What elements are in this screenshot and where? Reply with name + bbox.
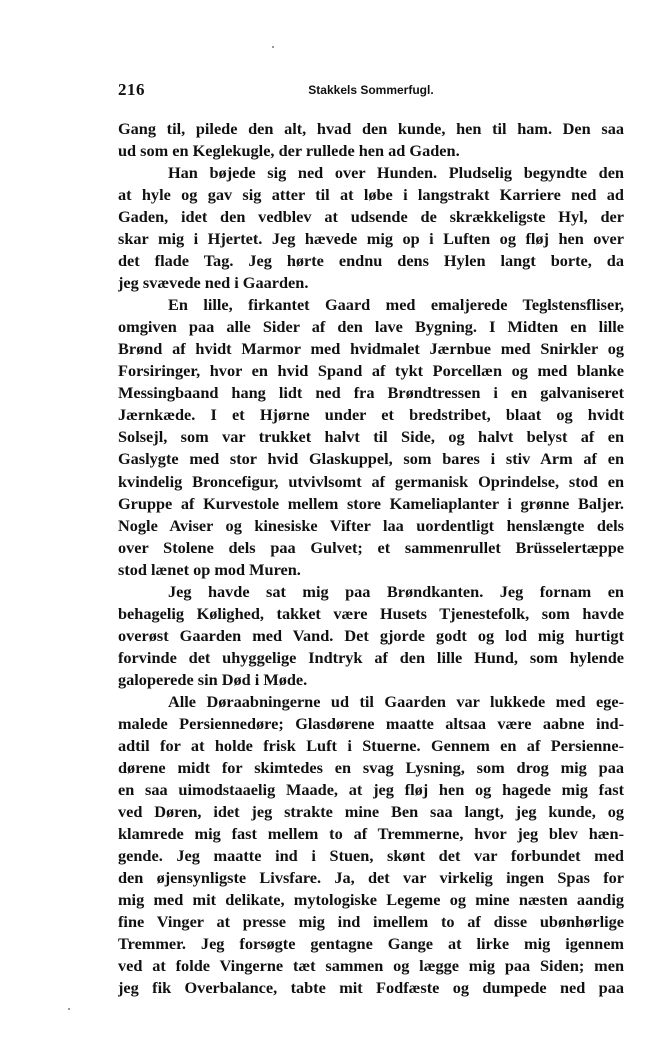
- text-line: Gaden, idet den vedblev at udsende de skrækkeligste Hyl, der: [118, 207, 624, 227]
- text-line: skar mig i Hjertet. Jeg hævede mig op i Luften og fløj hen over: [118, 229, 624, 249]
- text-line: Tremmer. Jeg forsøgte gentagne Gange at lirke mig igennem: [118, 934, 624, 954]
- text-line: Jeg havde sat mig paa Brøndkanten. Jeg fornam en: [168, 581, 624, 601]
- text-line: stod lænet op mod Muren.: [118, 559, 301, 579]
- text-line: mig med mit delikate, mytologiske Legeme og mine næsten aandig: [118, 890, 624, 910]
- text-line: Jærnkæde. I et Hjørne under et bredstribet, blaat og hvidt: [118, 405, 624, 425]
- text-line: den øjensynligste Livsfare. Ja, det var virkelig ingen Spas for: [118, 868, 624, 888]
- text-line: jeg svævede ned i Gaarden.: [118, 273, 309, 293]
- text-line: Brønd af hvidt Marmor med hvidmalet Jærnbue med Snirkler og: [118, 339, 624, 359]
- text-line: Alle Døraabningerne ud til Gaarden var lukkede med ege-: [168, 691, 624, 711]
- body-text: [118, 118, 624, 999]
- text-line: Han bøjede sig ned over Hunden. Pludselig begyndte den: [168, 163, 624, 183]
- text-line: det flade Tag. Jeg hørte endnu dens Hylen langt borte, da: [118, 251, 624, 271]
- text-line: dørene midt for skimtedes en svag Lysning, som drog mig paa: [118, 757, 624, 777]
- text-line: behagelig Kølighed, takket være Husets Tjenestefolk, som havde: [118, 603, 624, 623]
- text-line: Gaslygte med stor hvid Glaskuppel, som bares i stiv Arm af en: [118, 449, 624, 469]
- text-line: forvinde det uhyggelige Indtryk af den lille Hund, som hylende: [118, 647, 624, 667]
- text-line: ud som en Keglekugle, der rullede hen ad Gaden.: [118, 141, 460, 161]
- text-line: Nogle Aviser og kinesiske Vifter laa uordentligt henslængte dels: [118, 515, 624, 535]
- text-line: Solsejl, som var trukket halvt til Side, og halvt belyst af en: [118, 427, 624, 447]
- text-line: over Stolene dels paa Gulvet; et sammenrullet Brüsselertæppe: [118, 537, 624, 557]
- text-line: ved Døren, idet jeg strakte mine Ben saa langt, jeg kunde, og: [118, 801, 624, 821]
- text-line: malede Persiennedøre; Glasdørene maatte altsaa være aabne ind-: [118, 713, 624, 733]
- running-title: Stakkels Sommerfugl.: [308, 83, 434, 97]
- text-line: adtil for at holde frisk Luft i Stuerne. Gennem en af Persienne-: [118, 735, 624, 755]
- text-line: klamrede mig fast mellem to af Tremmerne, hvor jeg blev hæn-: [118, 824, 624, 843]
- paper-speck: [272, 46, 274, 48]
- text-line: ved at folde Vingerne tæt sammen og lægge mig paa Siden; men: [118, 956, 624, 976]
- text-line: galoperede sin Død i Møde.: [118, 669, 308, 689]
- page-header: [118, 80, 624, 100]
- text-line: Gang til, pilede den alt, hvad den kunde, hen til ham. Den saa: [118, 119, 624, 138]
- text-line: En lille, firkantet Gaard med emaljerede Teglstensfliser,: [168, 295, 624, 315]
- text-line: kvindelig Broncefigur, utvivlsomt af germanisk Oprindelse, stod en: [118, 471, 624, 491]
- text-line: Gruppe af Kurvestole mellem store Kameliaplanter i grønne Baljer.: [118, 493, 624, 513]
- page-number: 216: [118, 80, 145, 99]
- paper-speck: [68, 1008, 70, 1010]
- text-line: at hyle og gav sig atter til at løbe i langstrakt Karriere ned ad: [118, 185, 624, 205]
- text-line: jeg fik Overbalance, tabte mit Fodfæste og dumpede ned paa: [118, 978, 624, 998]
- text-line: Forsiringer, hvor en hvid Spand af tykt Porcellæn og med blanke: [118, 361, 624, 381]
- text-line: gende. Jeg maatte ind i Stuen, skønt det var forbundet med: [118, 846, 624, 866]
- text-line: Messingbaand hang lidt ned fra Brøndtressen i en galvaniseret: [118, 383, 624, 403]
- text-line: fine Vinger at presse mig ind imellem to af disse ubønhørlige: [118, 912, 624, 932]
- text-line: overøst Gaarden med Vand. Det gjorde godt og lod mig hurtigt: [118, 625, 624, 645]
- text-line: omgiven paa alle Sider af den lave Bygning. I Midten en lille: [118, 317, 624, 337]
- text-line: en saa uimodstaaelig Maade, at jeg fløj hen og hagede mig fast: [118, 779, 624, 799]
